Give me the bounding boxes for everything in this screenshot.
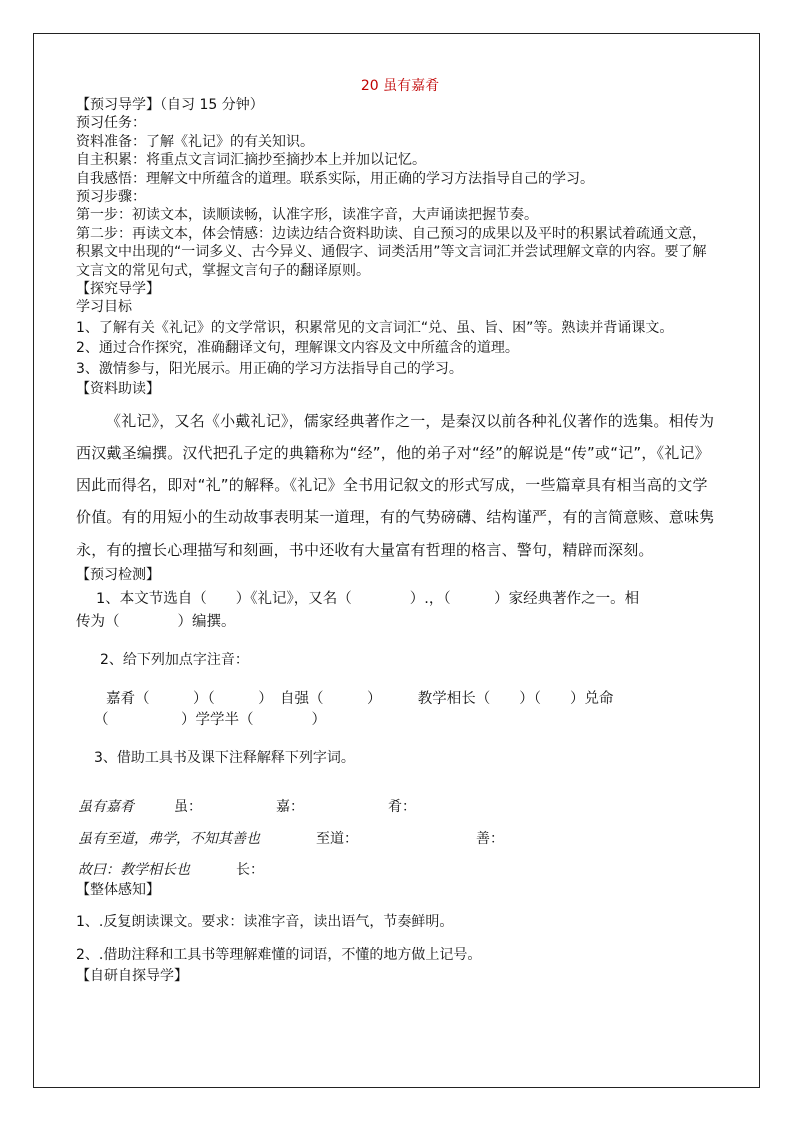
word-row-1 [76, 798, 724, 818]
goals-label: 学习目标 [76, 299, 132, 316]
step-2: 第二步：再读文本，体会情感：边读边结合资料助读、自己预习的成果以及平时的积累试着疏通文意，积累文中出现的“一词多义、古今异义、通假字、词类活用”等文言词汇并尝试理解文章的内容。要了解文言文的常见句式，掌握文言句子的翻译原则。 [76, 225, 707, 279]
preview-heading: 【预习导学】（自习 15 分钟） [76, 97, 264, 113]
word-phrase: 故曰：教学相长也 [78, 861, 190, 878]
explore-heading: 【探究导学】 [76, 281, 160, 298]
word-label: 至道： [316, 830, 358, 847]
word-label: 虽： [174, 798, 202, 815]
word-phrase: 虽有嘉肴 [78, 798, 134, 815]
steps-label: 预习步骤： [76, 189, 146, 206]
overall-item-1: 1、.反复朗读课文。要求：读准字音，读出语气，节奏鲜明。 [76, 914, 454, 931]
task-item: 自我感悟：理解文中所蕴含的道理。联系实际，用正确的学习方法指导自己的学习。 [76, 170, 594, 187]
check-q2-line1: 嘉肴（ ）（ ） 自强（ ） 教学相长（ ）（ ）兑命 [106, 690, 614, 707]
step-1: 第一步：初读文本，读顺读畅，认准字形，读准字音，大声诵读把握节奏。 [76, 207, 538, 224]
goal-2: 2、通过合作探究，准确翻译文句，理解课文内容及文中所蕴含的道理。 [76, 340, 519, 357]
word-label: 善： [476, 830, 504, 847]
task-item: 自主积累：将重点文言词汇摘抄至摘抄本上并加以记忆。 [76, 152, 426, 169]
material-heading: 【资料助读】 [76, 381, 160, 398]
goal-1: 1、了解有关《礼记》的文学常识，积累常见的文言词汇“兑、虽、旨、困”等。熟读并背诵课文。 [76, 319, 674, 336]
check-q3: 3、借助工具书及课下注释解释下列字词。 [94, 750, 355, 767]
check-q1-line2: 传为（ ）编撰。 [76, 613, 236, 630]
word-row-2 [76, 830, 724, 850]
check-q1-line1: 1、本文节选自（ ）《礼记》，又名（ ）.，（ ）家经典著作之一。相 [96, 591, 640, 608]
material-paragraph: 《礼记》，又名《小戴礼记》，儒家经典著作之一，是秦汉以前各种礼仪著作的选集。相传为西汉戴圣编撰。汉代把孔子定的典籍称为“经”，他的弟子对“经”的解说是“传”或“记”，《礼记》因此而得名，即对“礼”的解释。《礼记》全书用记叙文的形式写成，一些篇章具有相当高的文学价值。有的用短小的生动故事表明某一道理，有的气势磅礴、结构谨严，有的言简意赅、意味隽永，有的擅长心理描写和刻画，书中还收有大量富有哲理的格言、警句，精辟而深刻。 [76, 411, 715, 559]
word-row-3 [76, 861, 724, 881]
word-label: 肴： [388, 798, 416, 815]
document-body [76, 76, 724, 985]
word-phrase: 虽有至道，弗学，不知其善也 [78, 830, 260, 847]
overall-item-2: 2、.借助注释和工具书等理解难懂的词语，不懂的地方做上记号。 [76, 946, 482, 963]
check-q2: 2、给下列加点字注音： [100, 652, 249, 669]
goal-3: 3、激情参与，阳光展示。用正确的学习方法指导自己的学习。 [76, 360, 463, 377]
overall-heading: 【整体感知】 [76, 881, 160, 898]
self-study-heading: 【自研自探导学】 [76, 968, 188, 985]
task-item: 资料准备：了解《礼记》的有关知识。 [76, 133, 314, 150]
tasks-label: 预习任务： [76, 115, 146, 132]
document-title: 20 虽有嘉肴 [360, 78, 440, 94]
check-heading: 【预习检测】 [76, 566, 160, 583]
word-label: 长： [236, 861, 264, 878]
check-q2-line2: （ ）学学半（ ） [94, 712, 326, 729]
word-label: 嘉： [276, 798, 304, 815]
